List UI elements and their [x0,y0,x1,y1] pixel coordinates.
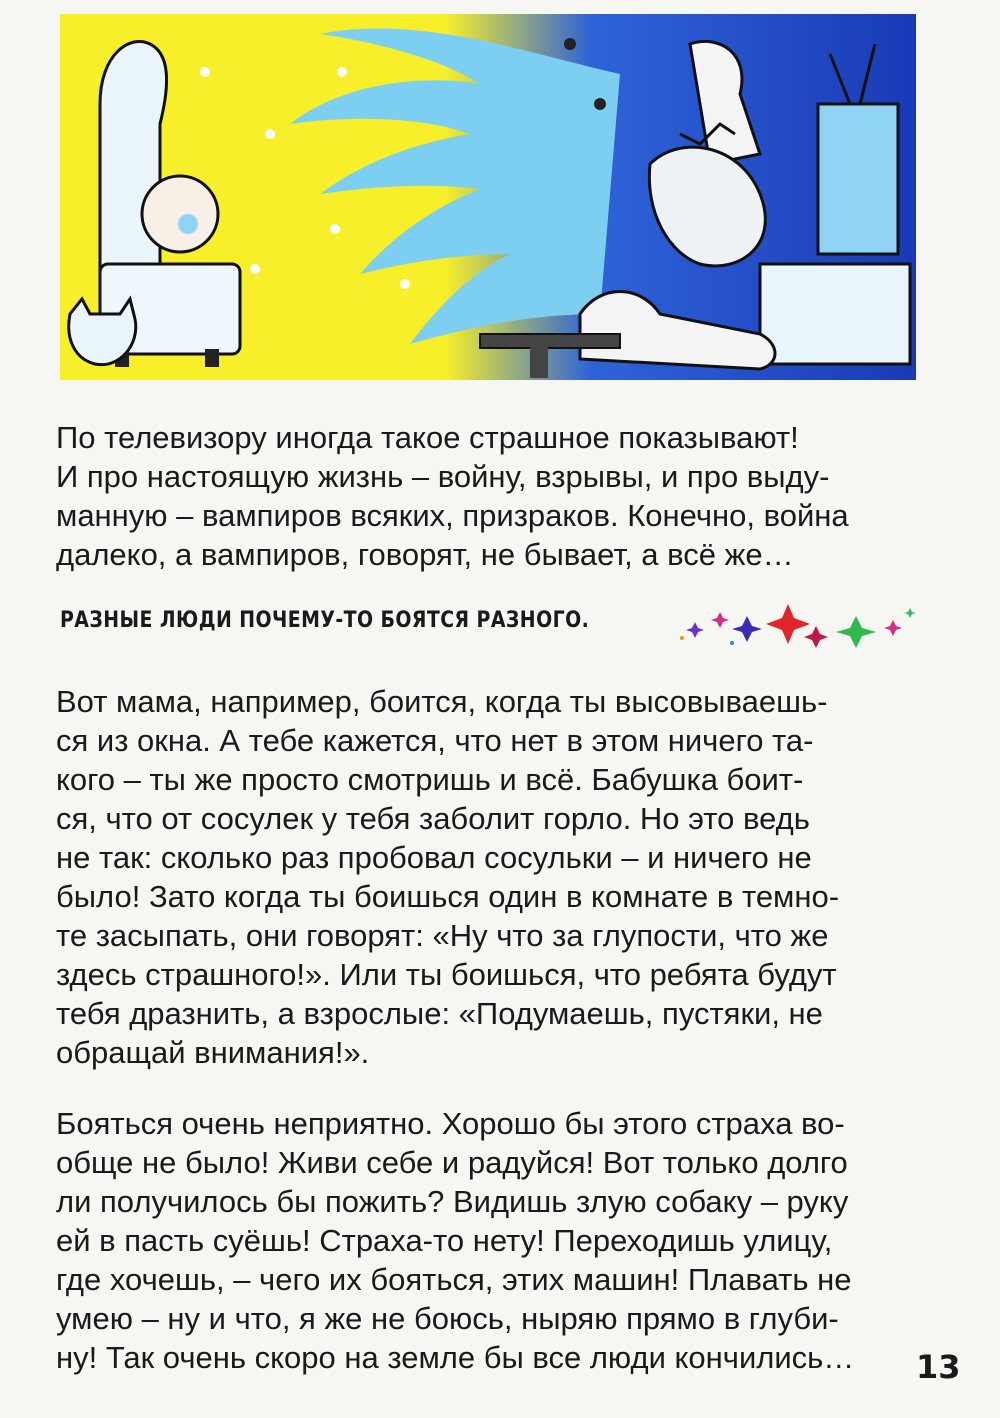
tv-monsters-illustration [60,14,916,380]
second-paragraph [56,682,914,1072]
text-line: ну! Так очень скоро на земле бы все люди кончились… [56,1340,855,1375]
text-line: И про настоящую жизнь – войну, взрывы, и про выду- [56,459,830,494]
text-line: те засыпать, они говорят: «Ну что за глупости, что же [56,918,829,953]
text-line: не так: сколько раз пробовал сосульки – и ничего не [56,840,812,875]
text-line: ей в пасть суёшь! Страха-то нету! Переходишь улицу, [56,1223,833,1258]
text-line: ли получилось бы пожить? Видишь злую собаку – руку [56,1184,849,1219]
text-line: далеко, а вампиров, говорят, не бывает, а всё же… [56,537,794,572]
text-line: ся из окна. А тебе кажется, что нет в этом ничего та- [56,723,814,758]
page-number: 13 [916,1348,961,1386]
text-line: Бояться очень неприятно. Хорошо бы этого страха во- [56,1106,845,1141]
text-line: манную – вампиров всяких, призраков. Конечно, война [56,498,849,533]
intro-paragraph [56,418,914,574]
text-line: тебя дразнить, а взрослые: «Подумаешь, пустяки, не [56,996,823,1031]
text-line: здесь страшного!». Или ты боишься, что ребята будут [56,957,837,992]
section-heading: РАЗНЫЕ ЛЮДИ ПОЧЕМУ-ТО БОЯТСЯ РАЗНОГО. [60,608,590,633]
text-line: Вот мама, например, боится, когда ты высовываешь- [56,684,828,719]
text-line: было! Зато когда ты боишься один в комнате в темно- [56,879,840,914]
text-line: где хочешь, – чего их бояться, этих машин! Плавать не [56,1262,852,1297]
text-line: кого – ты же просто смотришь и всё. Бабушка боит- [56,762,804,797]
text-line: обще не было! Живи себе и радуйся! Вот только долго [56,1145,848,1180]
colorful-stars-icon [672,598,922,658]
text-line: умею – ну и что, я же не боюсь, ныряю прямо в глуби- [56,1301,839,1336]
third-paragraph [56,1104,914,1377]
tv-monsters-illustration-icon [60,14,916,380]
text-line: обращай внимания!». [56,1035,370,1070]
text-line: По телевизору иногда такое страшное показывают! [56,420,799,455]
text-line: ся, что от сосулек у тебя заболит горло. Но это ведь [56,801,810,836]
